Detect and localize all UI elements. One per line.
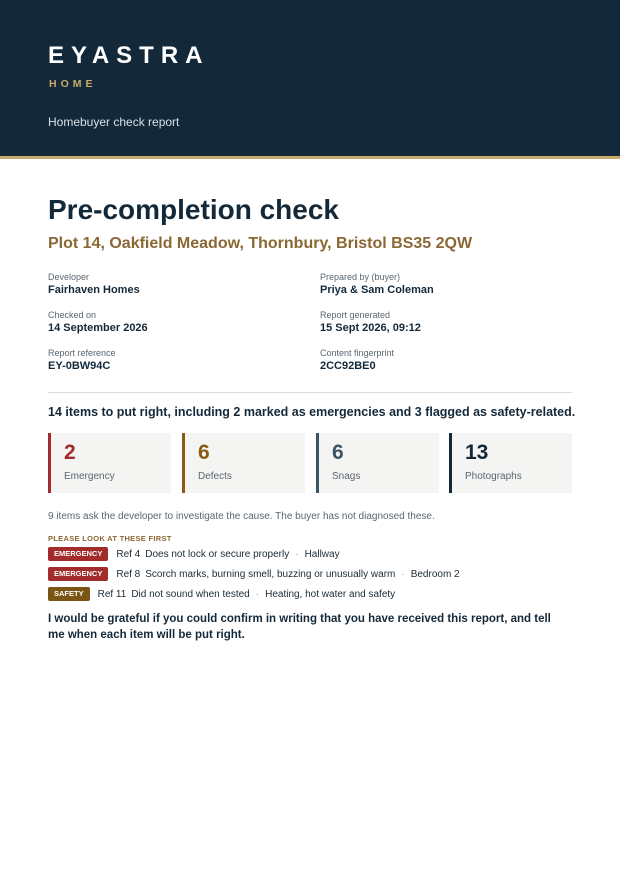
priority-item [48, 587, 395, 601]
priority-item [48, 567, 460, 581]
item-location: Hallway [304, 548, 340, 560]
document-type: Homebuyer check report [48, 115, 180, 129]
priority-item [48, 547, 340, 561]
stat-card-photographs [449, 433, 572, 493]
section-divider [48, 392, 572, 393]
item-description: Does not lock or secure properly [145, 548, 290, 560]
brand-name: EYASTRA [48, 42, 210, 69]
prepared-by-value: Priya & Sam Coleman [320, 284, 434, 296]
property-address: Plot 14, Oakfield Meadow, Thornbury, Bristol BS35 2QW [48, 235, 473, 252]
item-ref: Ref 4 [116, 548, 141, 560]
stat-card-snags [316, 433, 439, 493]
stat-value: 6 [198, 441, 210, 464]
emergency-badge: EMERGENCY [48, 547, 108, 561]
summary-statement: 14 items to put right, including 2 marked as emergencies and 3 flagged as safety-related. [48, 405, 576, 419]
developer-value: Fairhaven Homes [48, 284, 140, 296]
stat-value: 13 [465, 441, 489, 464]
item-description: Did not sound when tested [131, 588, 250, 600]
report-header [0, 0, 620, 156]
report-reference-value: EY-0BW94C [48, 360, 111, 372]
stat-value: 6 [332, 441, 344, 464]
item-description: Scorch marks, burning smell, buzzing or unusually warm [145, 568, 396, 580]
page-title: Pre-completion check [48, 194, 339, 225]
stat-label: Defects [198, 471, 232, 482]
item-location: Heating, hot water and safety [265, 588, 396, 600]
stat-label: Emergency [64, 471, 115, 482]
report-generated-value: 15 Sept 2026, 09:12 [320, 322, 421, 334]
item-separator: · [401, 568, 405, 580]
item-location: Bedroom 2 [410, 568, 460, 580]
stat-label: Snags [332, 471, 361, 482]
stat-card-defects [182, 433, 305, 493]
checked-on-label: Checked on [48, 310, 97, 320]
stat-label: Photographs [465, 471, 522, 482]
report-generated-label: Report generated [320, 310, 391, 320]
checked-on-value: 14 September 2026 [48, 322, 148, 334]
safety-badge: SAFETY [48, 587, 90, 601]
prepared-by-label: Prepared by (buyer) [320, 272, 401, 282]
developer-label: Developer [48, 272, 90, 282]
item-ref: Ref 8 [116, 568, 141, 580]
report-reference-label: Report reference [48, 348, 116, 358]
item-separator: · [255, 588, 260, 600]
header-accent-rule [0, 156, 620, 159]
closing-request: I would be grateful if you could confirm in writing that you have received this report, and tell me when each item will be put right. [48, 613, 551, 641]
item-ref: Ref 11 [97, 588, 127, 600]
content-fingerprint-value: 2CC92BE0 [320, 360, 376, 372]
emergency-badge: EMERGENCY [48, 567, 108, 581]
stat-card-emergency [48, 433, 171, 493]
priority-heading: PLEASE LOOK AT THESE FIRST [48, 534, 172, 543]
item-separator: · [295, 548, 299, 560]
stat-value: 2 [64, 441, 76, 464]
content-fingerprint-label: Content fingerprint [320, 348, 395, 358]
brand-subtitle: HOME [49, 78, 97, 90]
investigation-note: 9 items ask the developer to investigate the cause. The buyer has not diagnosed these. [48, 511, 435, 522]
